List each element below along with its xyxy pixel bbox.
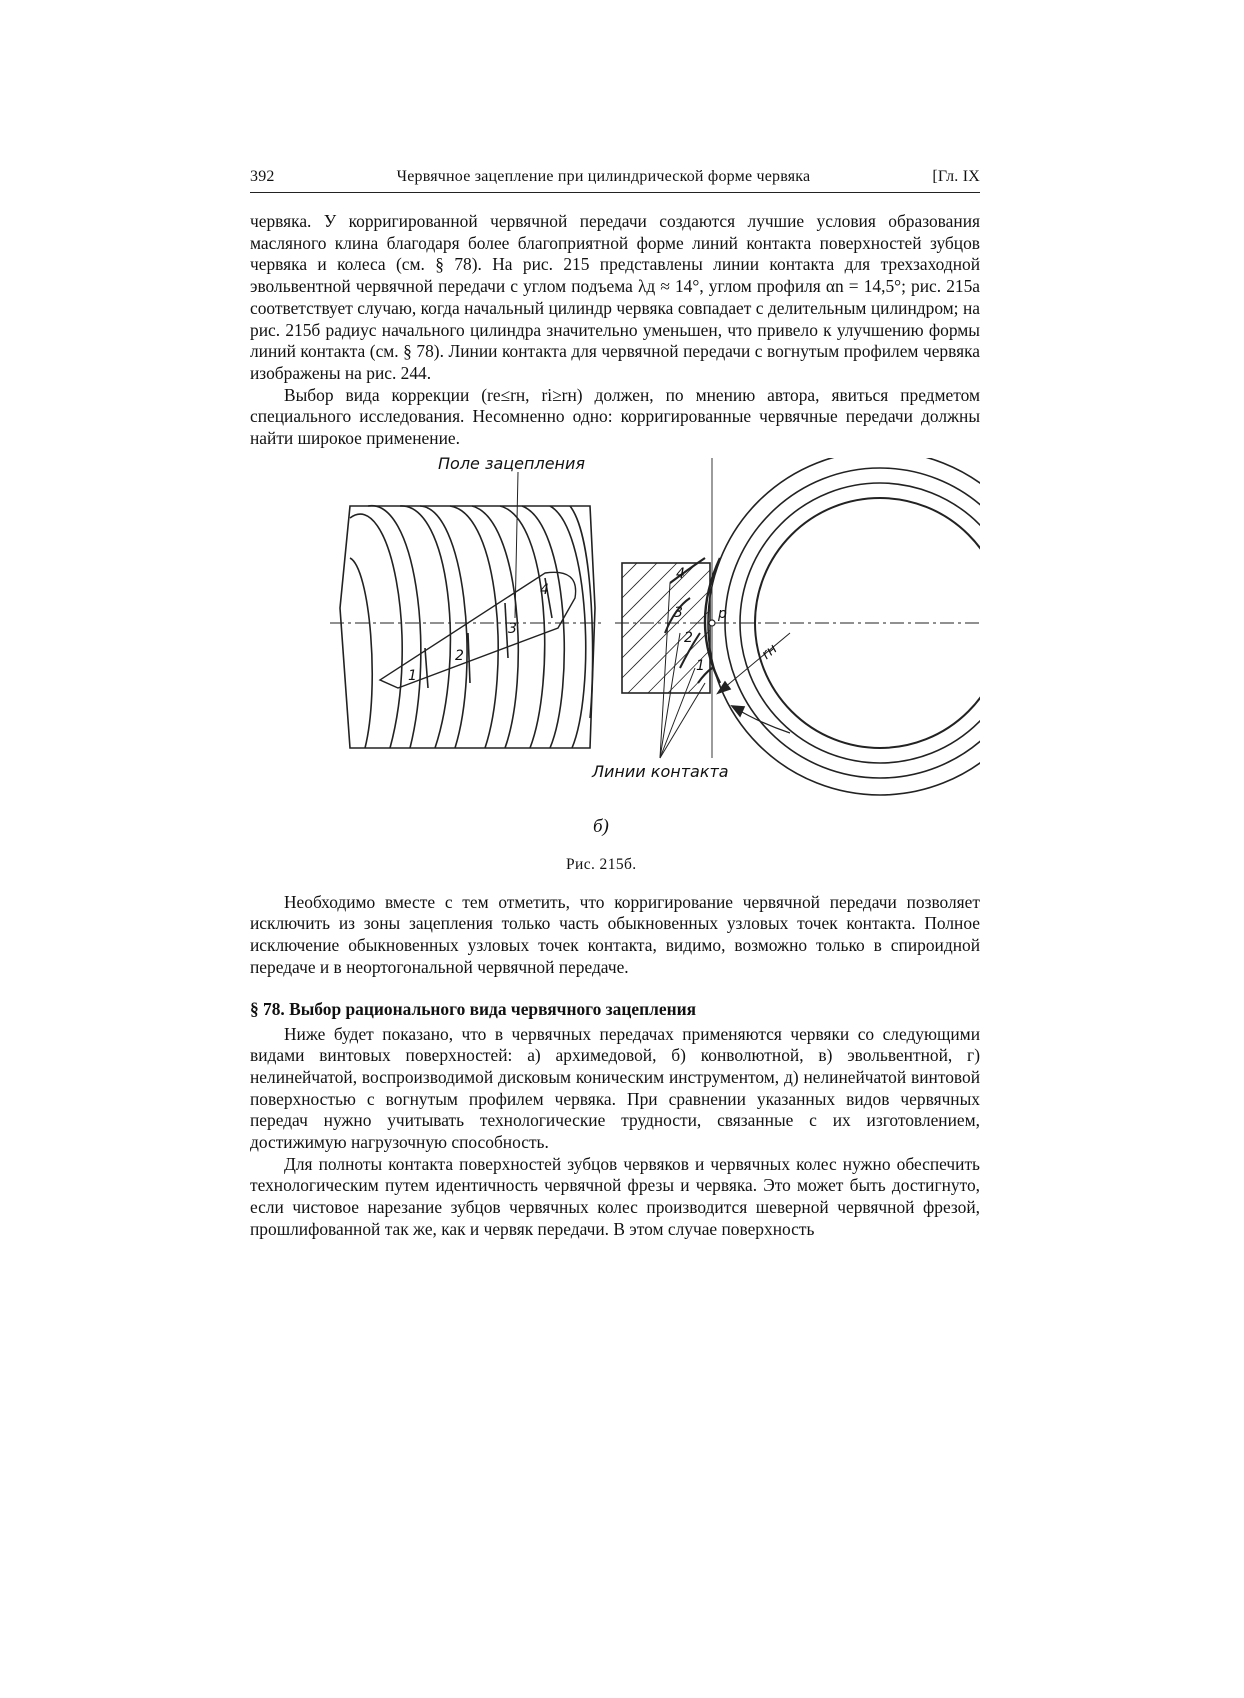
worm-threads: [350, 505, 593, 747]
figure-caption: Рис. 215б.: [566, 855, 637, 873]
figure-sub-label: б): [593, 815, 609, 837]
page-number: 392: [250, 168, 275, 185]
contact-number-2: 2: [455, 647, 464, 664]
worm-gear-drawing: [250, 458, 980, 878]
paragraph: Необходимо вместе с тем отметить, что корригирование червячной передачи позволяет исключить из зоны зацепления только часть обыкновенных узловых точек контакта. Полное исключение обыкновенных узловых точек контакта, видимо, возможно только в спироидной передаче и в неортогональной червячной передаче.: [250, 891, 980, 977]
contact-number-4: 4: [540, 581, 549, 598]
running-title: Червячное зацепление при цилиндрической форме червяка: [396, 168, 811, 185]
book-page: [250, 168, 980, 1241]
paragraph: Ниже будет показано, что в червячных передачах применяются червяки со следующими видами винтовых поверхностей: а) архимедовой, б) конволютной, в) эвольвентной, г) нелинейчатой, воспроизводимой дисковым коническим инструментом, д) нелинейчатой винтовой поверхностью с вогнутым профилем червяка. При сравнении указанных видов червячных передач нужно учитывать технологические трудности, связанные с их изготовлением, достижимую нагрузочную способность.: [250, 1023, 980, 1153]
wheel-contact-number-4: 4: [676, 565, 685, 582]
contact-number-1: 1: [408, 667, 417, 684]
wheel-contact-number-2: 2: [684, 629, 693, 646]
chapter-label: [Гл. IX: [932, 168, 980, 185]
wheel-contact-number-1: 1: [696, 657, 705, 674]
label-radius-rn: rн: [758, 640, 781, 663]
label-engagement-field: Поле зацепления: [438, 453, 586, 473]
label-point-p: p: [718, 605, 727, 622]
page-header: [250, 168, 980, 193]
contact-number-3: 3: [508, 620, 517, 637]
paragraph: червяка. У корригированной червячной передачи создаются лучшие условия образования масляного клина благодаря более благоприятной форме линий контакта поверхностей зубцов червяка и колеса (см. § 78). На рис. 215 представлены линии контакта для трехзаходной эвольвентной червячной передачи с углом подъема λд ≈ 14°, углом профиля αn = 14,5°; рис. 215а соответствует случаю, когда начальный цилиндр червяка совпадает с делительным цилиндром; на рис. 215б радиус начального цилиндра значительно уменьшен, что привело к улучшению формы линий контакта (см. § 78). Линии контакта для червячной передачи с вогнутым профилем червяка изображены на рис. 244.: [250, 211, 980, 383]
worm-outline: [340, 506, 595, 748]
figure-215b: [250, 453, 980, 878]
label-contact-lines: Линии контакта: [592, 761, 729, 781]
wheel-outer-circle: [708, 458, 980, 795]
section-title: § 78. Выбор рационального вида червячного зацепления: [250, 998, 697, 1019]
paragraph: Для полноты контакта поверхностей зубцов червяков и червячных колес нужно обеспечить технологическим путем идентичность червячной фрезы и червяка. Это может быть достигнуто, если чистовое нарезание зубцов червячных колес производится шеверной червячной фрезой, прошлифованной так же, как и червяк передачи. В этом случае поверхность: [250, 1153, 980, 1239]
paragraph: Выбор вида коррекции (re≤rн, ri≥rн) должен, по мнению автора, явиться предметом специального исследования. Несомненно одно: корригированные червячные передачи должны найти широкое применение.: [250, 384, 980, 449]
wheel-contact-number-3: 3: [674, 604, 683, 621]
